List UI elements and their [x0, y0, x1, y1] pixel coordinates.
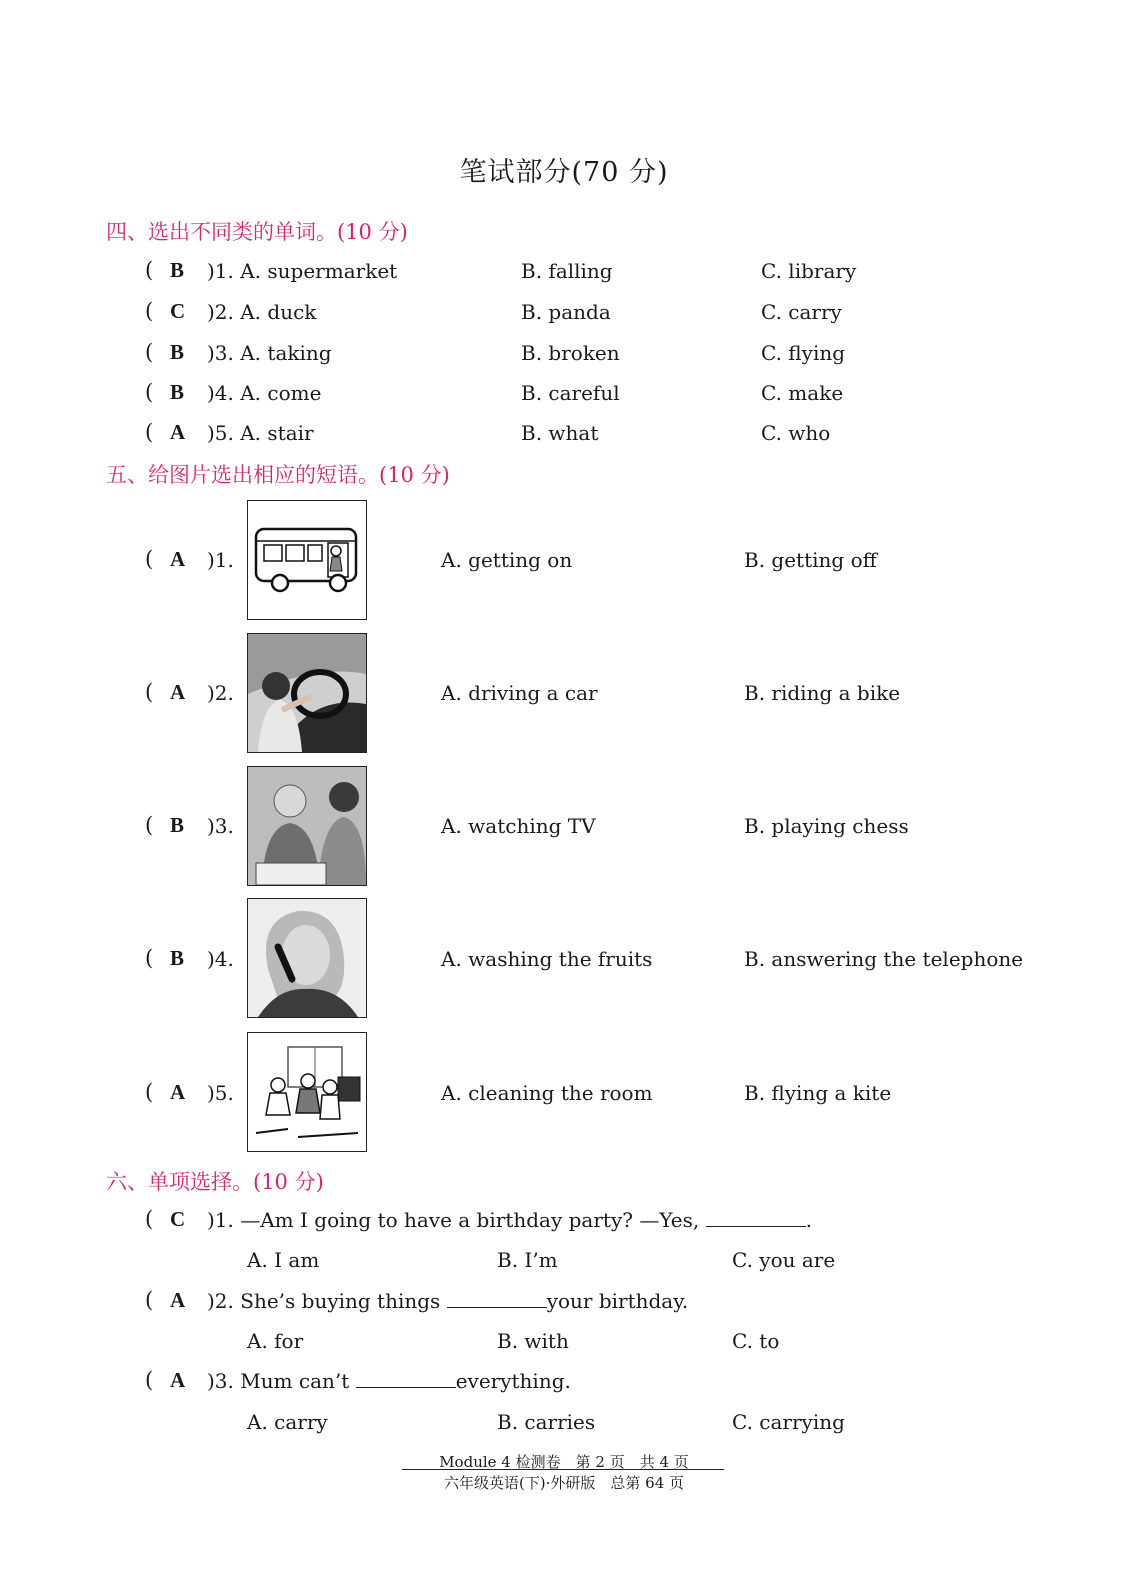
option-b: B. falling: [521, 259, 613, 283]
answer-mark: B: [170, 946, 185, 970]
question-tail: your birthday.: [546, 1289, 689, 1313]
footer-book-line: 六年级英语(下)·外研版 总第 64 页: [443, 1474, 685, 1492]
option-b: B. broken: [521, 341, 620, 365]
answer-mark: B: [170, 258, 185, 282]
telephone-picture: [247, 898, 367, 1018]
open-paren: (: [145, 1080, 154, 1104]
option-c: C. library: [761, 259, 857, 283]
question-option-a: )3. A. taking: [207, 341, 332, 365]
open-paren: (: [145, 1288, 154, 1312]
page-title: 笔试部分(70 分): [459, 157, 669, 188]
option-b: B. panda: [521, 300, 611, 324]
open-paren: (: [145, 420, 154, 444]
option-c: C. flying: [761, 341, 846, 365]
option-b: B. riding a bike: [744, 681, 901, 705]
option-c: C. you are: [732, 1248, 836, 1272]
answer-mark: A: [170, 1288, 186, 1312]
option-b: B. what: [521, 421, 599, 445]
open-paren: (: [145, 258, 154, 282]
option-b: B. with: [497, 1329, 569, 1353]
answer-mark: A: [170, 547, 186, 571]
section-4-heading: 四、选出不同类的单词。(10 分): [106, 220, 408, 244]
option-b: B. getting off: [744, 548, 877, 572]
open-paren: (: [145, 813, 154, 837]
bus-picture: [247, 500, 367, 620]
open-paren: (: [145, 946, 154, 970]
question-text: [207, 1289, 688, 1313]
chess-picture: [247, 766, 367, 886]
option-a: A. carry: [247, 1410, 328, 1434]
question-stem: )3. Mum can’t: [207, 1369, 350, 1393]
section-5-heading: 五、给图片选出相应的短语。(10 分): [106, 463, 450, 487]
open-paren: (: [145, 380, 154, 404]
question-number: )1.: [207, 548, 234, 572]
answer-blank: [706, 1208, 806, 1227]
question-number: )2.: [207, 681, 234, 705]
driving-picture: [247, 633, 367, 753]
option-c: C. carry: [761, 300, 842, 324]
answer-mark: B: [170, 380, 185, 404]
question-number: )3.: [207, 814, 234, 838]
open-paren: (: [145, 1368, 154, 1392]
question-option-a: )2. A. duck: [207, 300, 317, 324]
option-c: C. make: [761, 381, 844, 405]
option-b: B. answering the telephone: [744, 947, 1024, 971]
question-option-a: )1. A. supermarket: [207, 259, 398, 283]
answer-mark: A: [170, 420, 186, 444]
section-6-heading: 六、单项选择。(10 分): [106, 1170, 324, 1194]
open-paren: (: [145, 1207, 154, 1231]
answer-mark: A: [170, 1080, 186, 1104]
option-b: B. carries: [497, 1410, 596, 1434]
option-b: B. careful: [521, 381, 620, 405]
option-a: A. getting on: [441, 548, 573, 572]
answer-blank: [447, 1289, 547, 1308]
question-number: )5.: [207, 1081, 234, 1105]
open-paren: (: [145, 299, 154, 323]
question-text: [207, 1208, 812, 1232]
option-a: A. driving a car: [441, 681, 598, 705]
question-number: )4.: [207, 947, 234, 971]
option-a: A. for: [247, 1329, 304, 1353]
option-a: A. cleaning the room: [441, 1081, 653, 1105]
answer-mark: C: [170, 299, 186, 323]
question-tail: .: [805, 1208, 812, 1232]
answer-mark: C: [170, 1207, 186, 1231]
cleaning-picture: [247, 1032, 367, 1152]
answer-mark: B: [170, 340, 185, 364]
footer-module-line: Module 4 检测卷 第 2 页 共 4 页: [439, 1453, 689, 1471]
option-a: A. washing the fruits: [441, 947, 653, 971]
open-paren: (: [145, 547, 154, 571]
answer-mark: A: [170, 1368, 186, 1392]
question-text: [207, 1369, 571, 1393]
option-c: C. to: [732, 1329, 780, 1353]
option-b: B. I’m: [497, 1248, 558, 1272]
question-stem: )1. —Am I going to have a birthday party? —Yes,: [207, 1208, 700, 1232]
answer-mark: B: [170, 813, 185, 837]
option-a: A. I am: [247, 1248, 320, 1272]
option-a: A. watching TV: [441, 814, 596, 838]
option-c: C. carrying: [732, 1410, 845, 1434]
option-b: B. playing chess: [744, 814, 909, 838]
option-b: B. flying a kite: [744, 1081, 892, 1105]
open-paren: (: [145, 340, 154, 364]
answer-mark: A: [170, 680, 186, 704]
question-option-a: )5. A. stair: [207, 421, 314, 445]
open-paren: (: [145, 680, 154, 704]
question-option-a: )4. A. come: [207, 381, 322, 405]
answer-blank: [356, 1369, 456, 1388]
option-c: C. who: [761, 421, 831, 445]
question-stem: )2. She’s buying things: [207, 1289, 441, 1313]
question-tail: everything.: [455, 1369, 571, 1393]
footer-divider: [402, 1469, 724, 1470]
